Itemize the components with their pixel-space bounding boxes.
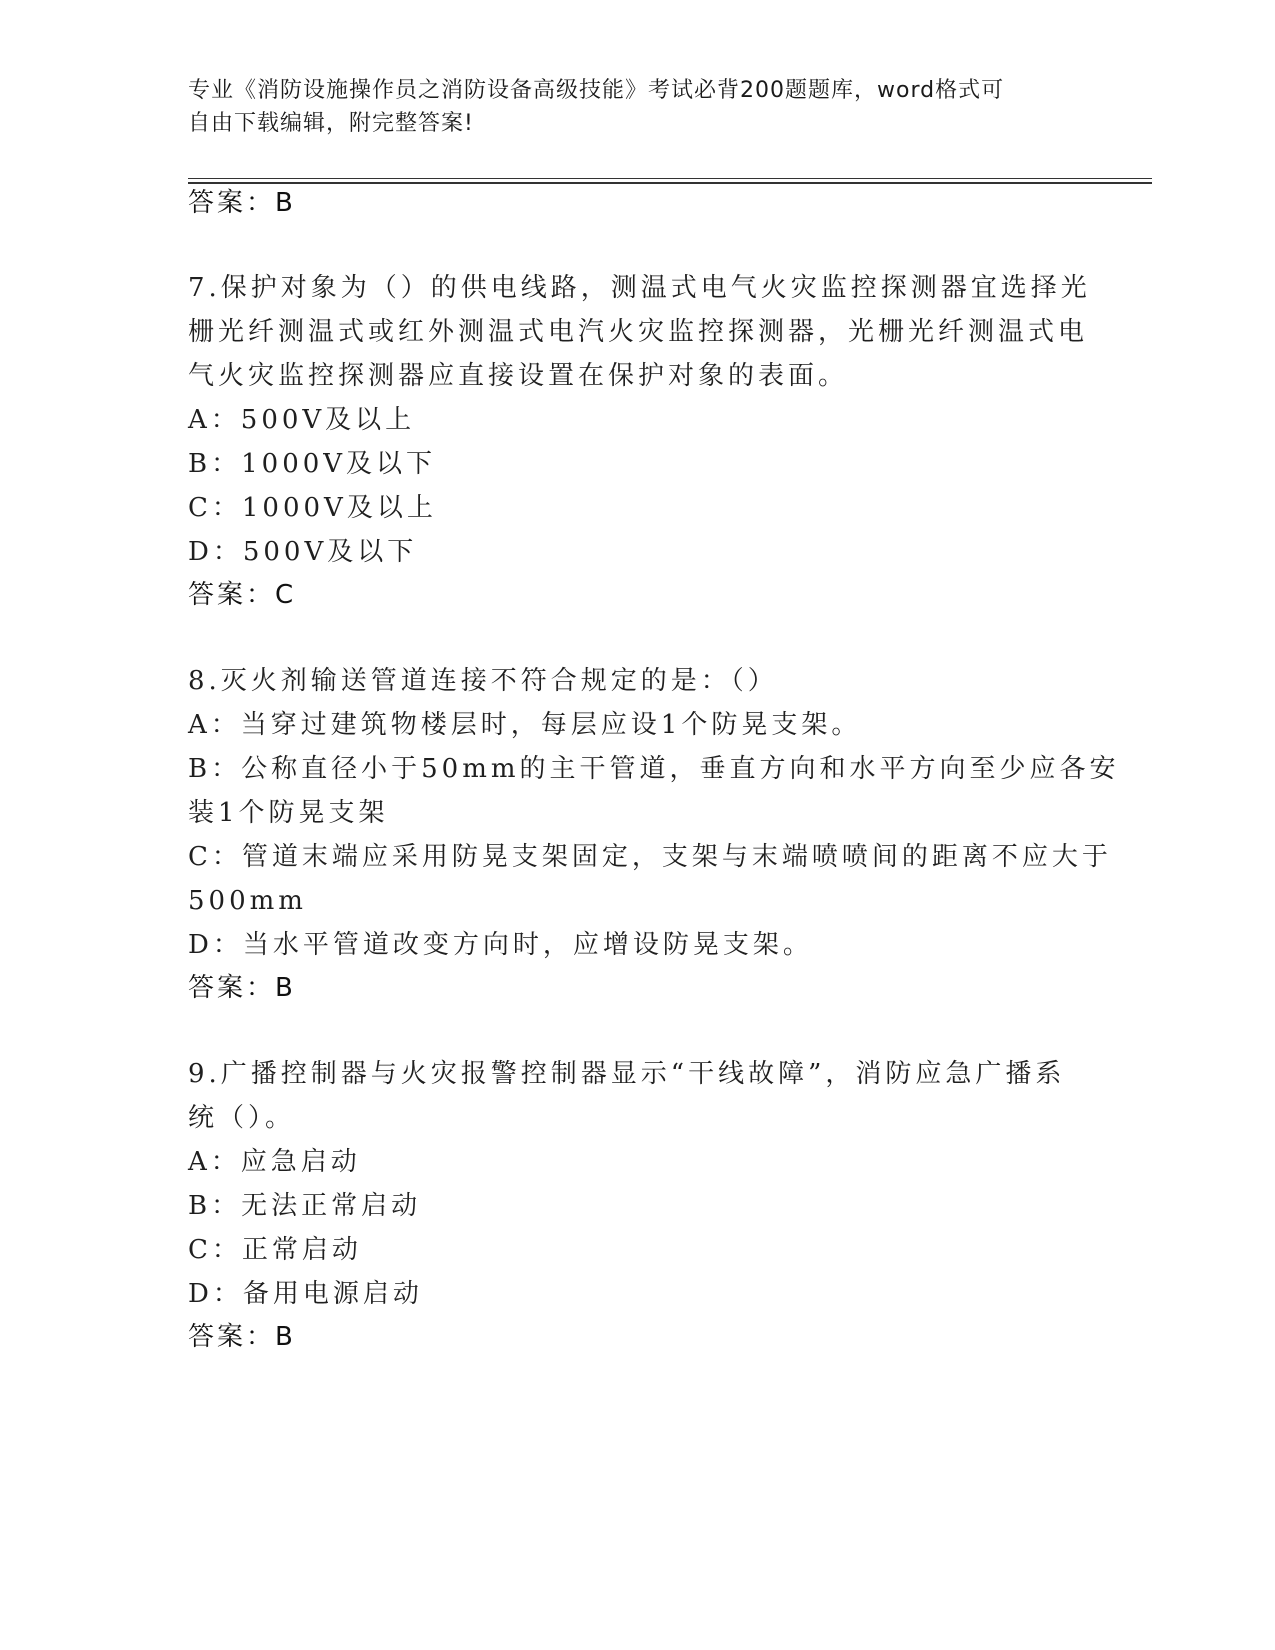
question-7-option-a: A：500V及以上 [188,405,416,435]
question-9-option-a: A：应急启动 [188,1147,361,1177]
question-9-option-d: D：备用电源启动 [188,1279,423,1309]
header-line-1: 专业《消防设施操作员之消防设备高级技能》考试必背200题题库，word格式可 [188,78,1005,103]
question-8-option-b-cont: 装1个防晃支架 [188,798,389,828]
question-8-text: 8.灭火剂输送管道连接不符合规定的是：（） [188,666,778,696]
question-7-option-c: C：1000V及以上 [188,493,437,523]
page-header [188,74,1088,140]
question-8-option-a: A：当穿过建筑物楼层时，每层应设1个防晃支架。 [188,710,862,740]
question-7-answer: 答案：C [188,580,297,610]
answer-previous: 答案：B [188,188,296,218]
question-7-text: 气火灾监控探测器应直接设置在保护对象的表面。 [188,361,849,391]
question-8-option-c-cont: 500mm [188,886,307,916]
question-9-option-c: C：正常启动 [188,1235,362,1265]
question-7-option-b: B：1000V及以下 [188,449,437,479]
question-9-option-b: B：无法正常启动 [188,1191,422,1221]
question-7-text: 栅光纤测温式或红外测温式电汽火灾监控探测器，光栅光纤测温式电 [188,317,1089,347]
question-9-text: 统（）。 [188,1103,296,1133]
header-line-2: 自由下载编辑，附完整答案! [188,111,474,136]
question-8-answer: 答案：B [188,973,296,1003]
question-8-option-b: B：公称直径小于50mm的主干管道，垂直方向和水平方向至少应各安 [188,754,1120,784]
question-9-text: 9.广播控制器与火灾报警控制器显示“干线故障”，消防应急广播系 [188,1059,1066,1089]
question-8-option-c: C：管道末端应采用防晃支架固定，支架与末端喷喷间的距离不应大于 [188,842,1112,872]
header-divider-thick [188,182,1152,184]
question-7-text: 7.保护对象为（）的供电线路，测温式电气火灾监控探测器宜选择光 [188,273,1091,303]
question-8-option-d: D：当水平管道改变方向时，应增设防晃支架。 [188,930,813,960]
question-7-option-d: D：500V及以下 [188,537,418,567]
question-9-answer: 答案：B [188,1322,296,1352]
header-divider [188,178,1152,179]
